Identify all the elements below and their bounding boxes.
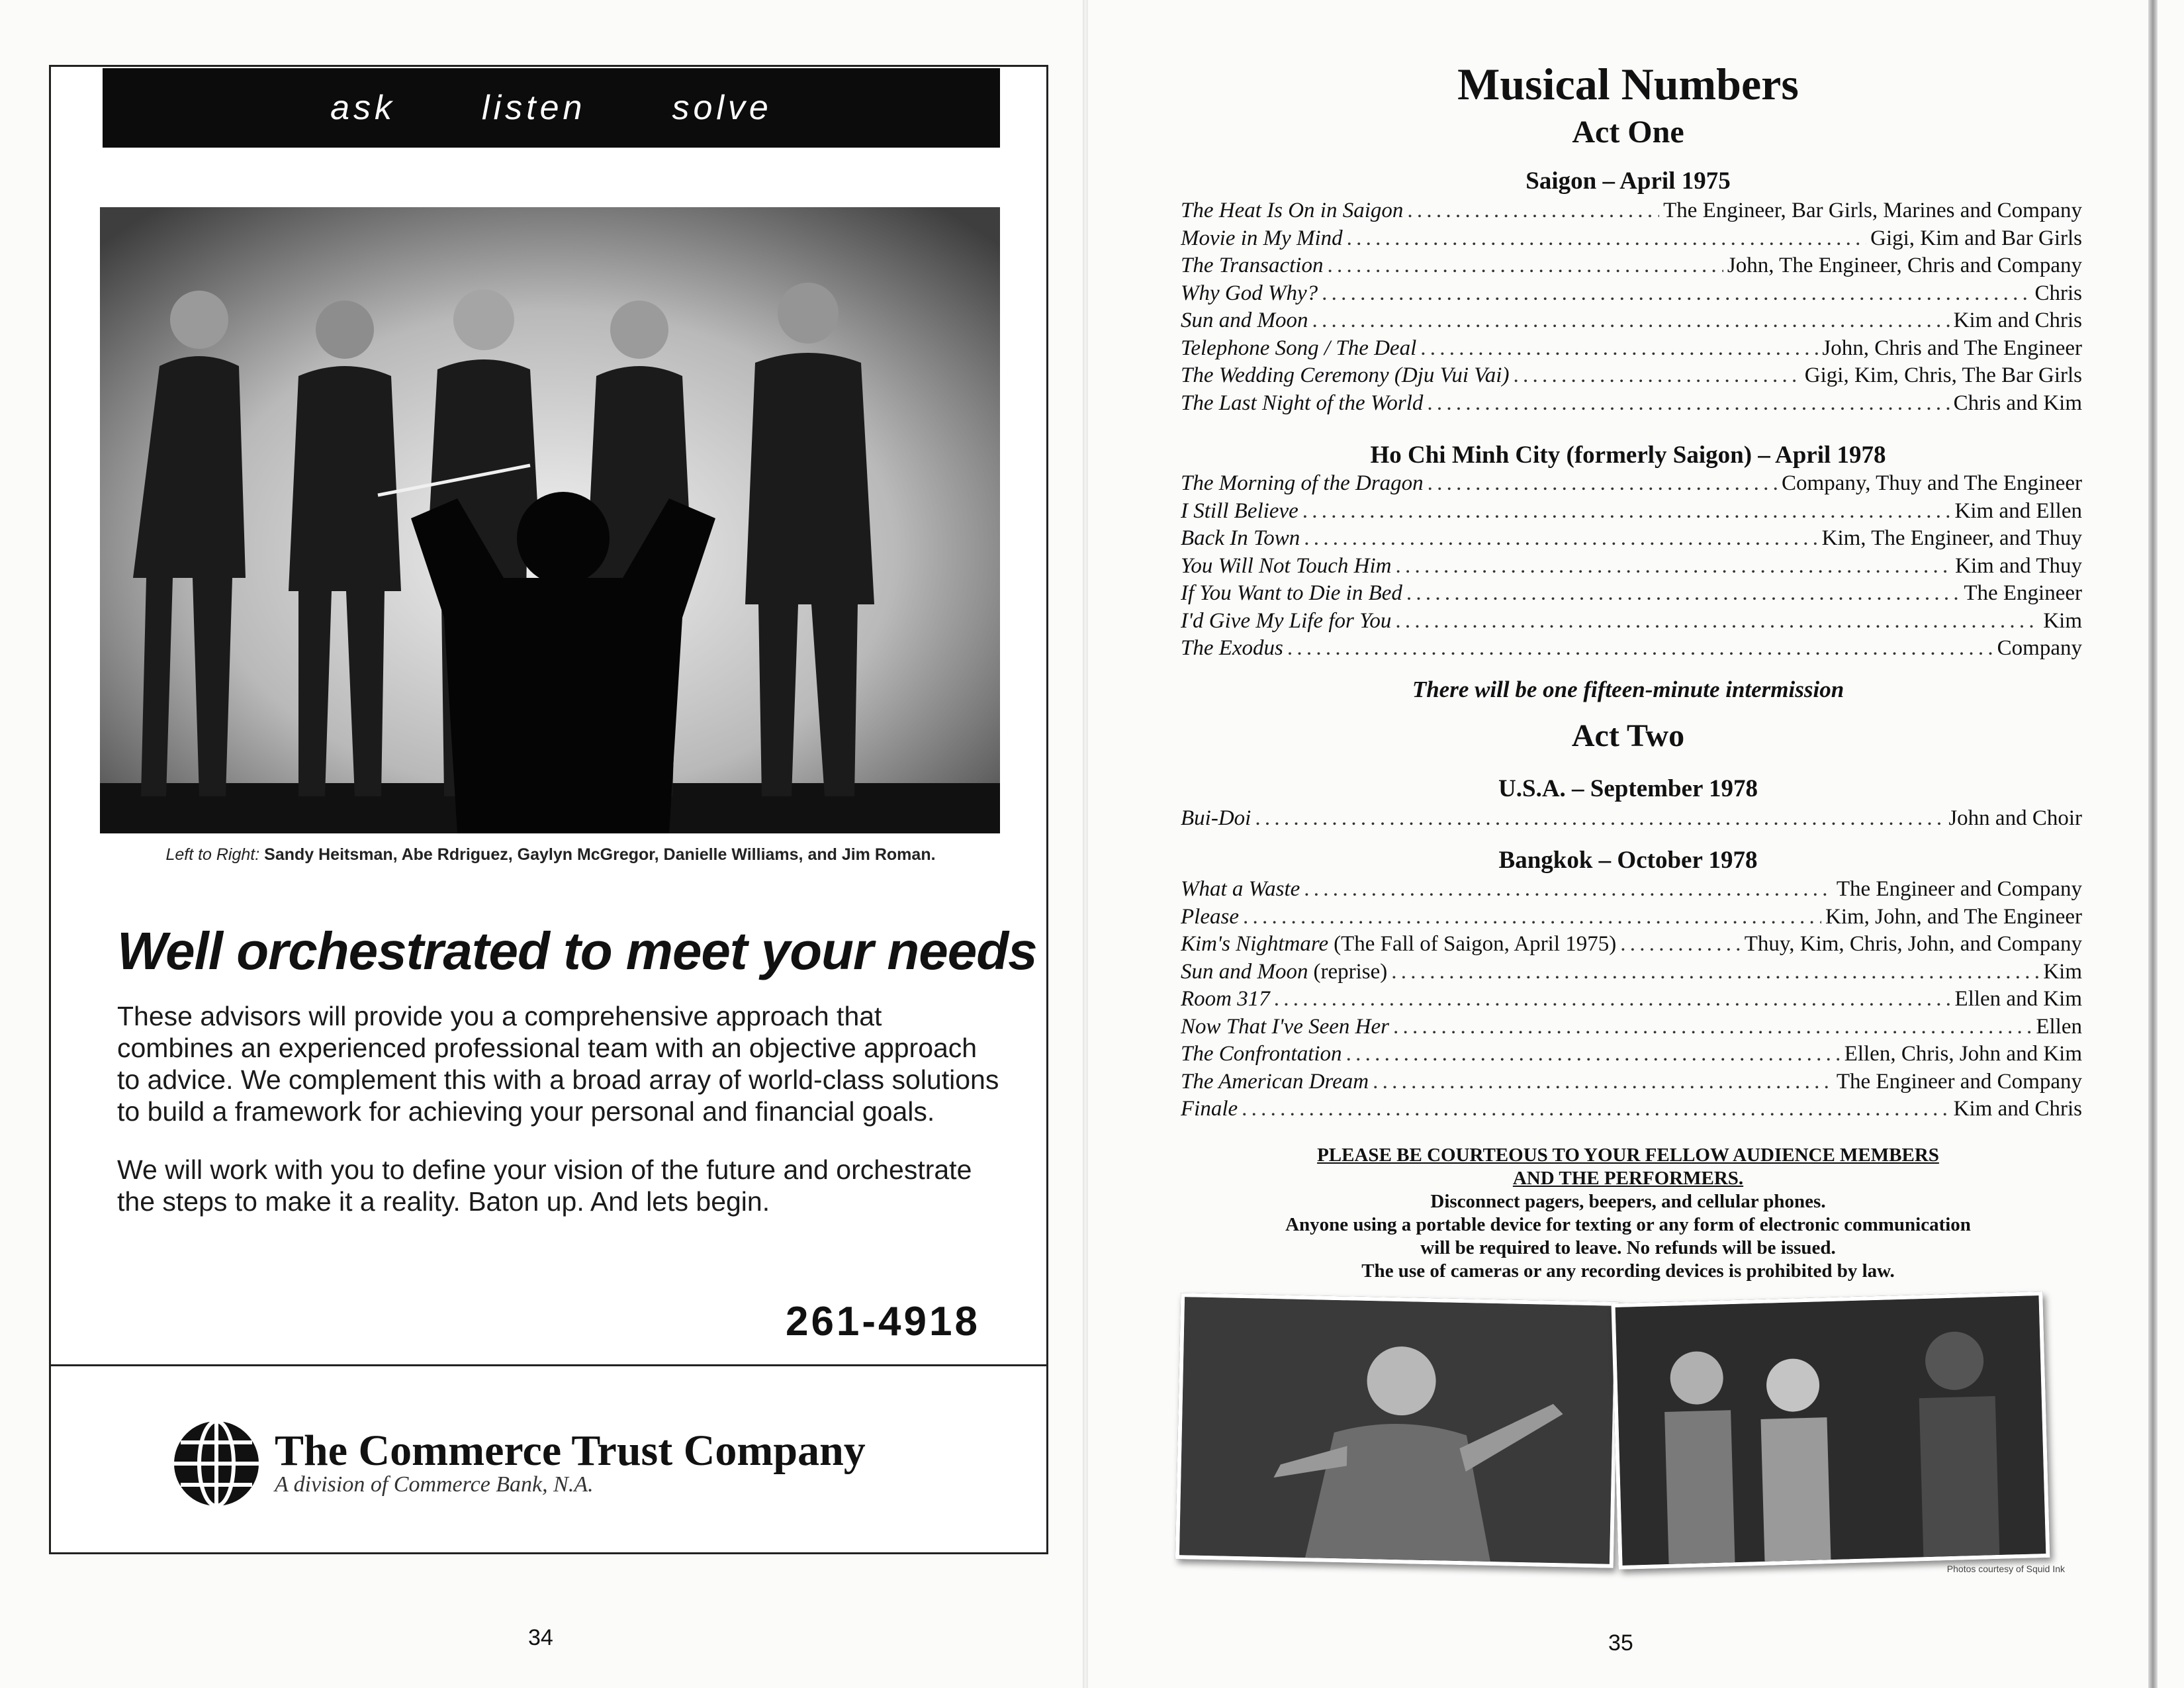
- ad-paragraph-1: These advisors will provide you a comprehensive approach that combines an experienced professional team with an objective approach to advice. We complement this with a broad array of world-class solutions to build a framework for achieving your personal and financial goals.: [117, 1001, 999, 1127]
- dot-leader: [1620, 932, 1741, 957]
- banner-word-listen: listen: [482, 89, 586, 127]
- song-title: The Wedding Ceremony (Dju Vui Vai): [1181, 363, 1510, 387]
- ad-headline: Well orchestrated to meet your needs: [117, 921, 1037, 980]
- song-title: Bui-Doi: [1181, 806, 1251, 830]
- song-row: [1181, 499, 2082, 527]
- song-title: Room 317: [1181, 987, 1270, 1011]
- ad-divider: [51, 1364, 1046, 1366]
- globe-icon: [170, 1417, 263, 1510]
- dot-leader: [1327, 254, 1723, 278]
- page-number-right: 35: [1608, 1630, 1633, 1656]
- song-title: Back In Town: [1181, 526, 1300, 550]
- production-photos: [1158, 1297, 2071, 1575]
- logo-text: [275, 1427, 866, 1497]
- song-row: [1181, 526, 2082, 554]
- song-title-suffix: (reprise): [1313, 959, 1388, 984]
- song-cast: Gigi, Kim, Chris, The Bar Girls: [1804, 363, 2082, 387]
- production-photo-cast: [1612, 1291, 2050, 1570]
- song-row: [1181, 391, 2082, 419]
- notice-heading-2: AND THE PERFORMERS.: [1512, 1168, 1744, 1189]
- audience-notice: [1165, 1144, 2091, 1283]
- song-cast: The Engineer and Company: [1836, 877, 2082, 901]
- advisors-photo: [100, 207, 1000, 833]
- song-row: [1181, 254, 2082, 281]
- song-cast: John and Choir: [1948, 806, 2082, 830]
- dot-leader: [1407, 199, 1659, 223]
- song-cast: Ellen: [2036, 1014, 2082, 1039]
- act-one-title: Act One: [1572, 115, 1684, 150]
- song-row: [1181, 281, 2082, 309]
- photo-credit: Photos courtesy of Squid Ink: [1946, 1564, 2065, 1574]
- scene-title-saigon-1975: Saigon – April 1975: [1525, 167, 1731, 195]
- production-photo-engineer: [1175, 1293, 1619, 1568]
- page-number-left: 34: [528, 1625, 553, 1650]
- song-title: Telephone Song / The Deal: [1181, 336, 1417, 360]
- dot-leader: [1427, 391, 1949, 416]
- song-row: [1181, 308, 2082, 336]
- dot-leader: [1243, 905, 1821, 929]
- dot-leader: [1391, 960, 2039, 984]
- song-title: The Heat Is On in Saigon: [1181, 199, 1404, 222]
- song-cast: Gigi, Kim and Bar Girls: [1870, 226, 2082, 250]
- song-row: [1181, 226, 2082, 254]
- song-title: The Transaction: [1181, 254, 1324, 277]
- song-list: [1181, 471, 2082, 664]
- song-row: [1181, 806, 2082, 834]
- company-name: The Commerce Trust Company: [275, 1427, 866, 1475]
- song-row: [1181, 987, 2082, 1015]
- caption-names: Sandy Heitsman, Abe Rdriguez, Gaylyn McGregor, Danielle Williams, and Jim Roman.: [264, 845, 936, 864]
- engineer-photo-illustration: [1179, 1297, 1615, 1564]
- song-row: [1181, 877, 2082, 905]
- dot-leader: [1312, 308, 1950, 333]
- banner-word-solve: solve: [672, 89, 772, 127]
- song-list: [1181, 199, 2082, 418]
- song-cast: Chris and Kim: [1953, 391, 2082, 415]
- song-cast: Thuy, Kim, Chris, John, and Company: [1744, 932, 2082, 956]
- song-title: Why God Why?: [1181, 281, 1318, 305]
- song-title-suffix: (The Fall of Saigon, April 1975): [1334, 932, 1617, 956]
- song-title: If You Want to Die in Bed: [1181, 581, 1402, 605]
- song-row: [1181, 581, 2082, 609]
- dot-leader: [1513, 363, 1800, 388]
- song-cast: John, The Engineer, Chris and Company: [1727, 254, 2082, 277]
- song-cast: Kim: [2043, 959, 2082, 984]
- song-cast: Ellen and Kim: [1954, 987, 2082, 1011]
- song-title: What a Waste: [1181, 877, 1300, 901]
- dot-leader: [1420, 336, 1818, 361]
- notice-line: Anyone using a portable device for texting or any form of electronic communication: [1285, 1214, 1971, 1235]
- song-title: Sun and Moon: [1181, 308, 1308, 332]
- song-cast: Kim and Chris: [1953, 308, 2082, 332]
- scene-title-bangkok-1978: Bangkok – October 1978: [1498, 847, 1758, 874]
- song-cast: Company, Thuy and The Engineer: [1782, 471, 2082, 495]
- song-title: Sun and Moon: [1181, 959, 1308, 984]
- dot-leader: [1347, 226, 1866, 251]
- company-subtitle: A division of Commerce Bank, N.A.: [275, 1472, 594, 1497]
- song-cast: Kim and Thuy: [1955, 553, 2082, 578]
- caption-prefix: Left to Right:: [165, 845, 260, 864]
- dot-leader: [1395, 554, 1951, 579]
- song-row: [1181, 554, 2082, 582]
- advisors-photo-illustration: [100, 207, 1000, 833]
- dot-leader: [1304, 877, 1833, 902]
- dot-leader: [1304, 526, 1817, 551]
- notice-heading-1: PLEASE BE COURTEOUS TO YOUR FELLOW AUDIENCE MEMBERS: [1317, 1145, 1939, 1166]
- intermission-note: There will be one fifteen-minute intermission: [1412, 677, 1844, 702]
- cast-photo-illustration: [1615, 1295, 2046, 1566]
- book-spine: [1083, 0, 1088, 1688]
- song-title: I'd Give My Life for You: [1181, 608, 1392, 633]
- act-two-title: Act Two: [1571, 718, 1685, 753]
- company-logo: [170, 1417, 866, 1510]
- song-cast: The Engineer, Bar Girls, Marines and Company: [1663, 199, 2082, 222]
- song-row: [1181, 1070, 2082, 1098]
- dot-leader: [1255, 806, 1944, 831]
- ad-banner: [103, 68, 1000, 148]
- song-cast: The Engineer and Company: [1836, 1069, 2082, 1094]
- advertisement: [49, 65, 1048, 1554]
- song-title: The Exodus: [1181, 636, 1283, 660]
- song-row: [1181, 636, 2082, 664]
- dot-leader: [1274, 987, 1951, 1011]
- notice-line: The use of cameras or any recording devices is prohibited by law.: [1361, 1260, 1895, 1282]
- song-row: [1181, 363, 2082, 391]
- song-row: [1181, 905, 2082, 933]
- song-cast: The Engineer: [1964, 581, 2082, 605]
- song-cast: Kim, John, and The Engineer: [1825, 904, 2082, 929]
- song-cast: Company: [1997, 636, 2082, 660]
- photo-caption: [91, 845, 1011, 865]
- song-title: Please: [1181, 904, 1239, 929]
- dot-leader: [1395, 609, 2039, 633]
- dot-leader: [1242, 1097, 1950, 1121]
- phone-number: 261-4918: [785, 1299, 980, 1344]
- song-title: Movie in My Mind: [1181, 226, 1343, 250]
- song-cast: Kim and Ellen: [1954, 498, 2082, 523]
- banner-word-ask: ask: [330, 89, 396, 127]
- scene-title-ho-chi-minh-1978: Ho Chi Minh City (formerly Saigon) – April 1978: [1370, 442, 1886, 469]
- song-cast: Kim: [2043, 608, 2082, 633]
- song-row: [1181, 609, 2082, 637]
- song-row: [1181, 199, 2082, 226]
- scene-title-usa-1978: U.S.A. – September 1978: [1498, 775, 1758, 802]
- song-list: [1181, 877, 2082, 1125]
- song-title: The Confrontation: [1181, 1042, 1342, 1066]
- page-title: Musical Numbers: [1457, 59, 1799, 109]
- song-row: [1181, 1015, 2082, 1043]
- song-title: You Will Not Touch Him: [1181, 553, 1392, 578]
- song-title: Kim's Nightmare: [1181, 932, 1329, 956]
- dot-leader: [1302, 499, 1951, 524]
- ad-paragraph-2: We will work with you to define your vision of the future and orchestrate the steps to make it a reality. Baton up. And lets begin.: [117, 1154, 972, 1217]
- song-cast: Chris: [2034, 281, 2082, 305]
- song-cast: Kim, The Engineer, and Thuy: [1821, 526, 2082, 550]
- song-cast: Ellen, Chris, John and Kim: [1844, 1042, 2082, 1066]
- page-edge: [2148, 0, 2158, 1688]
- dot-leader: [1428, 471, 1778, 496]
- song-row: [1181, 336, 2082, 364]
- song-list: [1181, 806, 2082, 834]
- song-title: The American Dream: [1181, 1069, 1369, 1094]
- song-row: [1181, 1042, 2082, 1070]
- notice-line: will be required to leave. No refunds will be issued.: [1420, 1237, 1836, 1258]
- song-cast: John, Chris and The Engineer: [1822, 336, 2082, 360]
- song-row: [1181, 932, 2082, 960]
- dot-leader: [1346, 1042, 1841, 1066]
- song-title: I Still Believe: [1181, 498, 1298, 523]
- song-cast: Kim and Chris: [1953, 1097, 2082, 1121]
- song-row: [1181, 960, 2082, 988]
- dot-leader: [1406, 581, 1960, 606]
- song-title: The Last Night of the World: [1181, 391, 1424, 415]
- dot-leader: [1322, 281, 2030, 306]
- song-title: Finale: [1181, 1097, 1238, 1121]
- notice-line: Disconnect pagers, beepers, and cellular phones.: [1430, 1191, 1826, 1212]
- song-row: [1181, 471, 2082, 499]
- song-title: The Morning of the Dragon: [1181, 471, 1424, 495]
- song-row: [1181, 1097, 2082, 1125]
- dot-leader: [1287, 636, 1993, 661]
- dot-leader: [1393, 1015, 2032, 1039]
- dot-leader: [1373, 1070, 1833, 1094]
- song-title: Now That I've Seen Her: [1181, 1014, 1389, 1039]
